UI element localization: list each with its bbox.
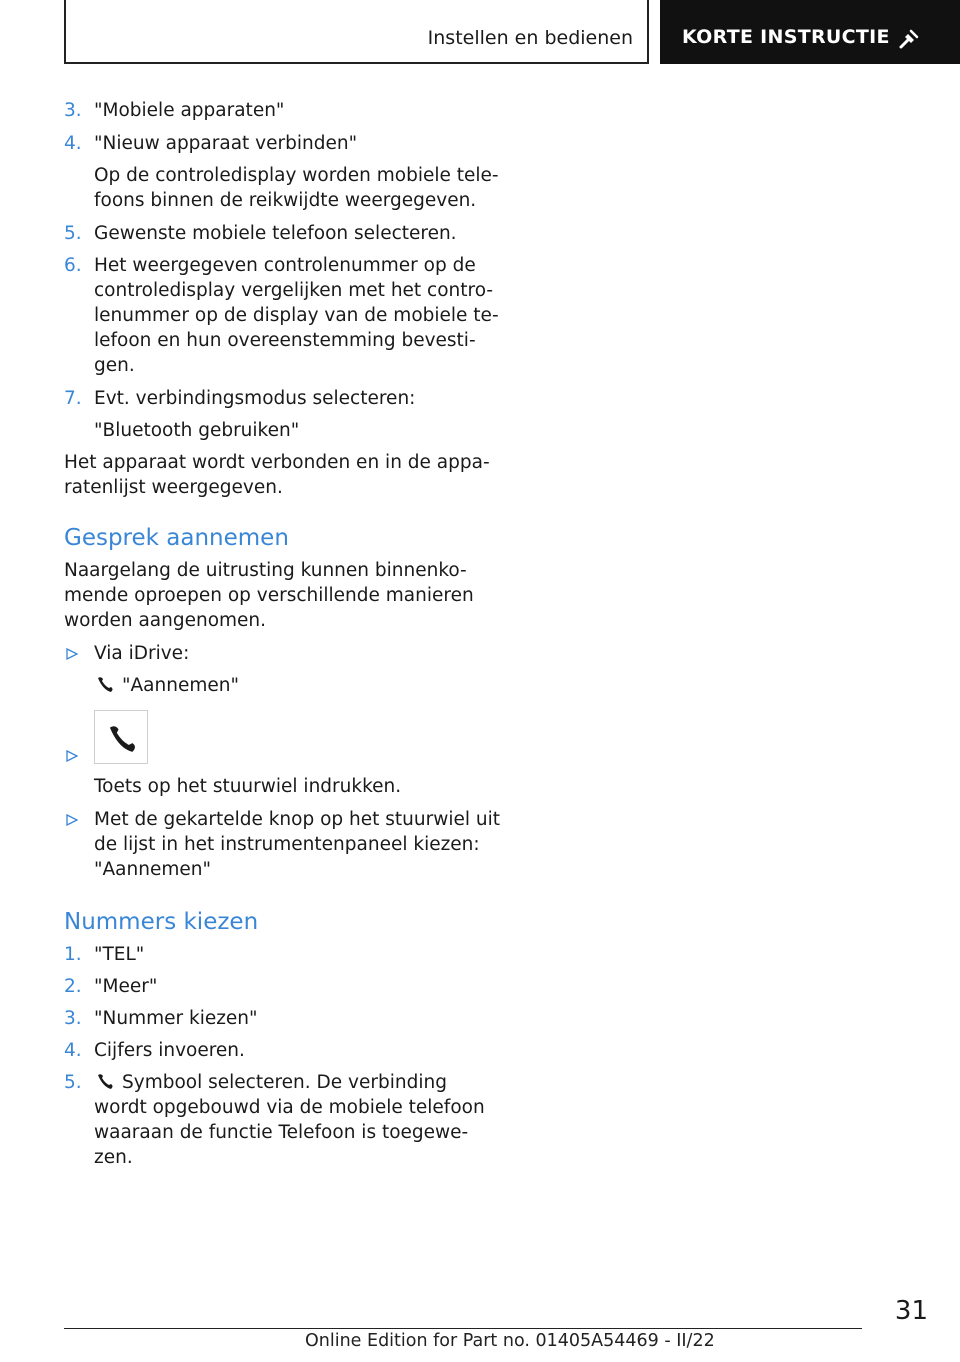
list-item [64,942,484,967]
list-item [64,98,484,123]
list-number: 1. [64,944,82,965]
list-text: "Mobiele apparaten" [94,100,285,121]
list-item [64,1070,484,1170]
footer-divider [64,1328,862,1329]
list-number: 5. [64,223,82,244]
phone-icon [103,719,141,757]
list-number: 5. [64,1072,82,1093]
bullet-text: "Aannemen" [94,673,484,698]
list-text: zen. [94,1147,133,1168]
list-item [64,1038,484,1063]
footer-edition: Online Edition for Part no. 01405A54469 - II/22 [305,1331,715,1351]
list-text: "TEL" [94,944,145,965]
list-text: waaraan de functie Telefoon is toegewe- [94,1122,469,1143]
list-item [64,253,499,378]
header-chapter-box [660,0,960,64]
list-text: foons binnen de reikwijdte weergegeven. [94,190,477,211]
list-number: 3. [64,1008,82,1029]
paragraph-line: ratenlijst weergegeven. [64,477,283,498]
bullet-text: "Aannemen" [94,859,211,880]
bullet-text: Via iDrive: [94,643,190,664]
list-text: Symbool selecteren. De verbinding [94,1070,484,1095]
header-section-box [64,0,649,64]
bullet-subitem [64,774,484,799]
paragraph [64,558,484,633]
list-number: 7. [64,388,82,409]
list-text: gen. [94,355,135,376]
list-text: "Bluetooth gebruiken" [94,420,300,441]
list-item-continuation [64,418,484,443]
list-text: "Nieuw apparaat verbinden" [94,133,358,154]
section-heading-dial-numbers: Nummers kiezen [64,909,259,935]
bullet-triangle-icon [66,750,78,762]
bullet-text: Toets op het stuurwiel indrukken. [94,776,402,797]
list-text: "Meer" [94,976,158,997]
paragraph [64,450,490,500]
list-item [64,131,484,156]
list-number: 4. [64,1040,82,1061]
bullet-text: Met de gekartelde knop op het stuurwiel uit [94,809,501,830]
list-text: Op de controledisplay worden mobiele tele- [94,165,499,186]
bullet-triangle-icon [66,648,78,660]
list-item [64,221,484,246]
list-text: "Nummer kiezen" [94,1008,258,1029]
list-text: Gewenste mobiele telefoon selecteren. [94,223,457,244]
list-number: 6. [64,255,82,276]
list-item [64,386,484,411]
bullet-subitem [64,673,484,698]
page-content [64,98,501,1170]
bullet-item [64,641,484,666]
list-number: 4. [64,133,82,154]
list-number: 3. [64,100,82,121]
section-heading-answer-call: Gesprek aannemen [64,525,289,551]
paragraph-line: Naargelang de uitrusting kunnen binnenko- [64,560,467,581]
list-text: Evt. verbindingsmodus selecteren: [94,388,416,409]
list-item [64,1006,484,1031]
bullet-item [64,807,501,882]
tool-icon [898,28,920,50]
paragraph-line: mende oproepen op verschillende manieren [64,585,474,606]
bullet-text: de lijst in het instrumentenpaneel kiezen: [94,834,480,855]
paragraph-line: Het apparaat wordt verbonden en in de appa- [64,452,490,473]
list-text: Het weergegeven controlenummer op de [94,255,476,276]
list-text: Cijfers invoeren. [94,1040,245,1061]
list-item [64,974,484,999]
page-number: 31 [894,1296,928,1326]
phone-icon [94,1070,116,1092]
steering-wheel-phone-button [94,710,148,764]
list-text: wordt opgebouwd via de mobiele telefoon [94,1097,485,1118]
list-text: controledisplay vergelijken met het contro- [94,280,494,301]
bullet-item [64,710,484,766]
header-chapter-title: KORTE INSTRUCTIE [682,26,890,48]
phone-icon [94,673,116,695]
list-item-continuation [64,163,499,213]
header-section-title: Instellen en bedienen [427,27,633,49]
bullet-triangle-icon [66,814,78,826]
list-text: lenummer op de display van de mobiele te- [94,305,499,326]
list-number: 2. [64,976,82,997]
paragraph-line: worden aangenomen. [64,610,267,631]
list-text: lefoon en hun overeenstemming bevesti- [94,330,476,351]
